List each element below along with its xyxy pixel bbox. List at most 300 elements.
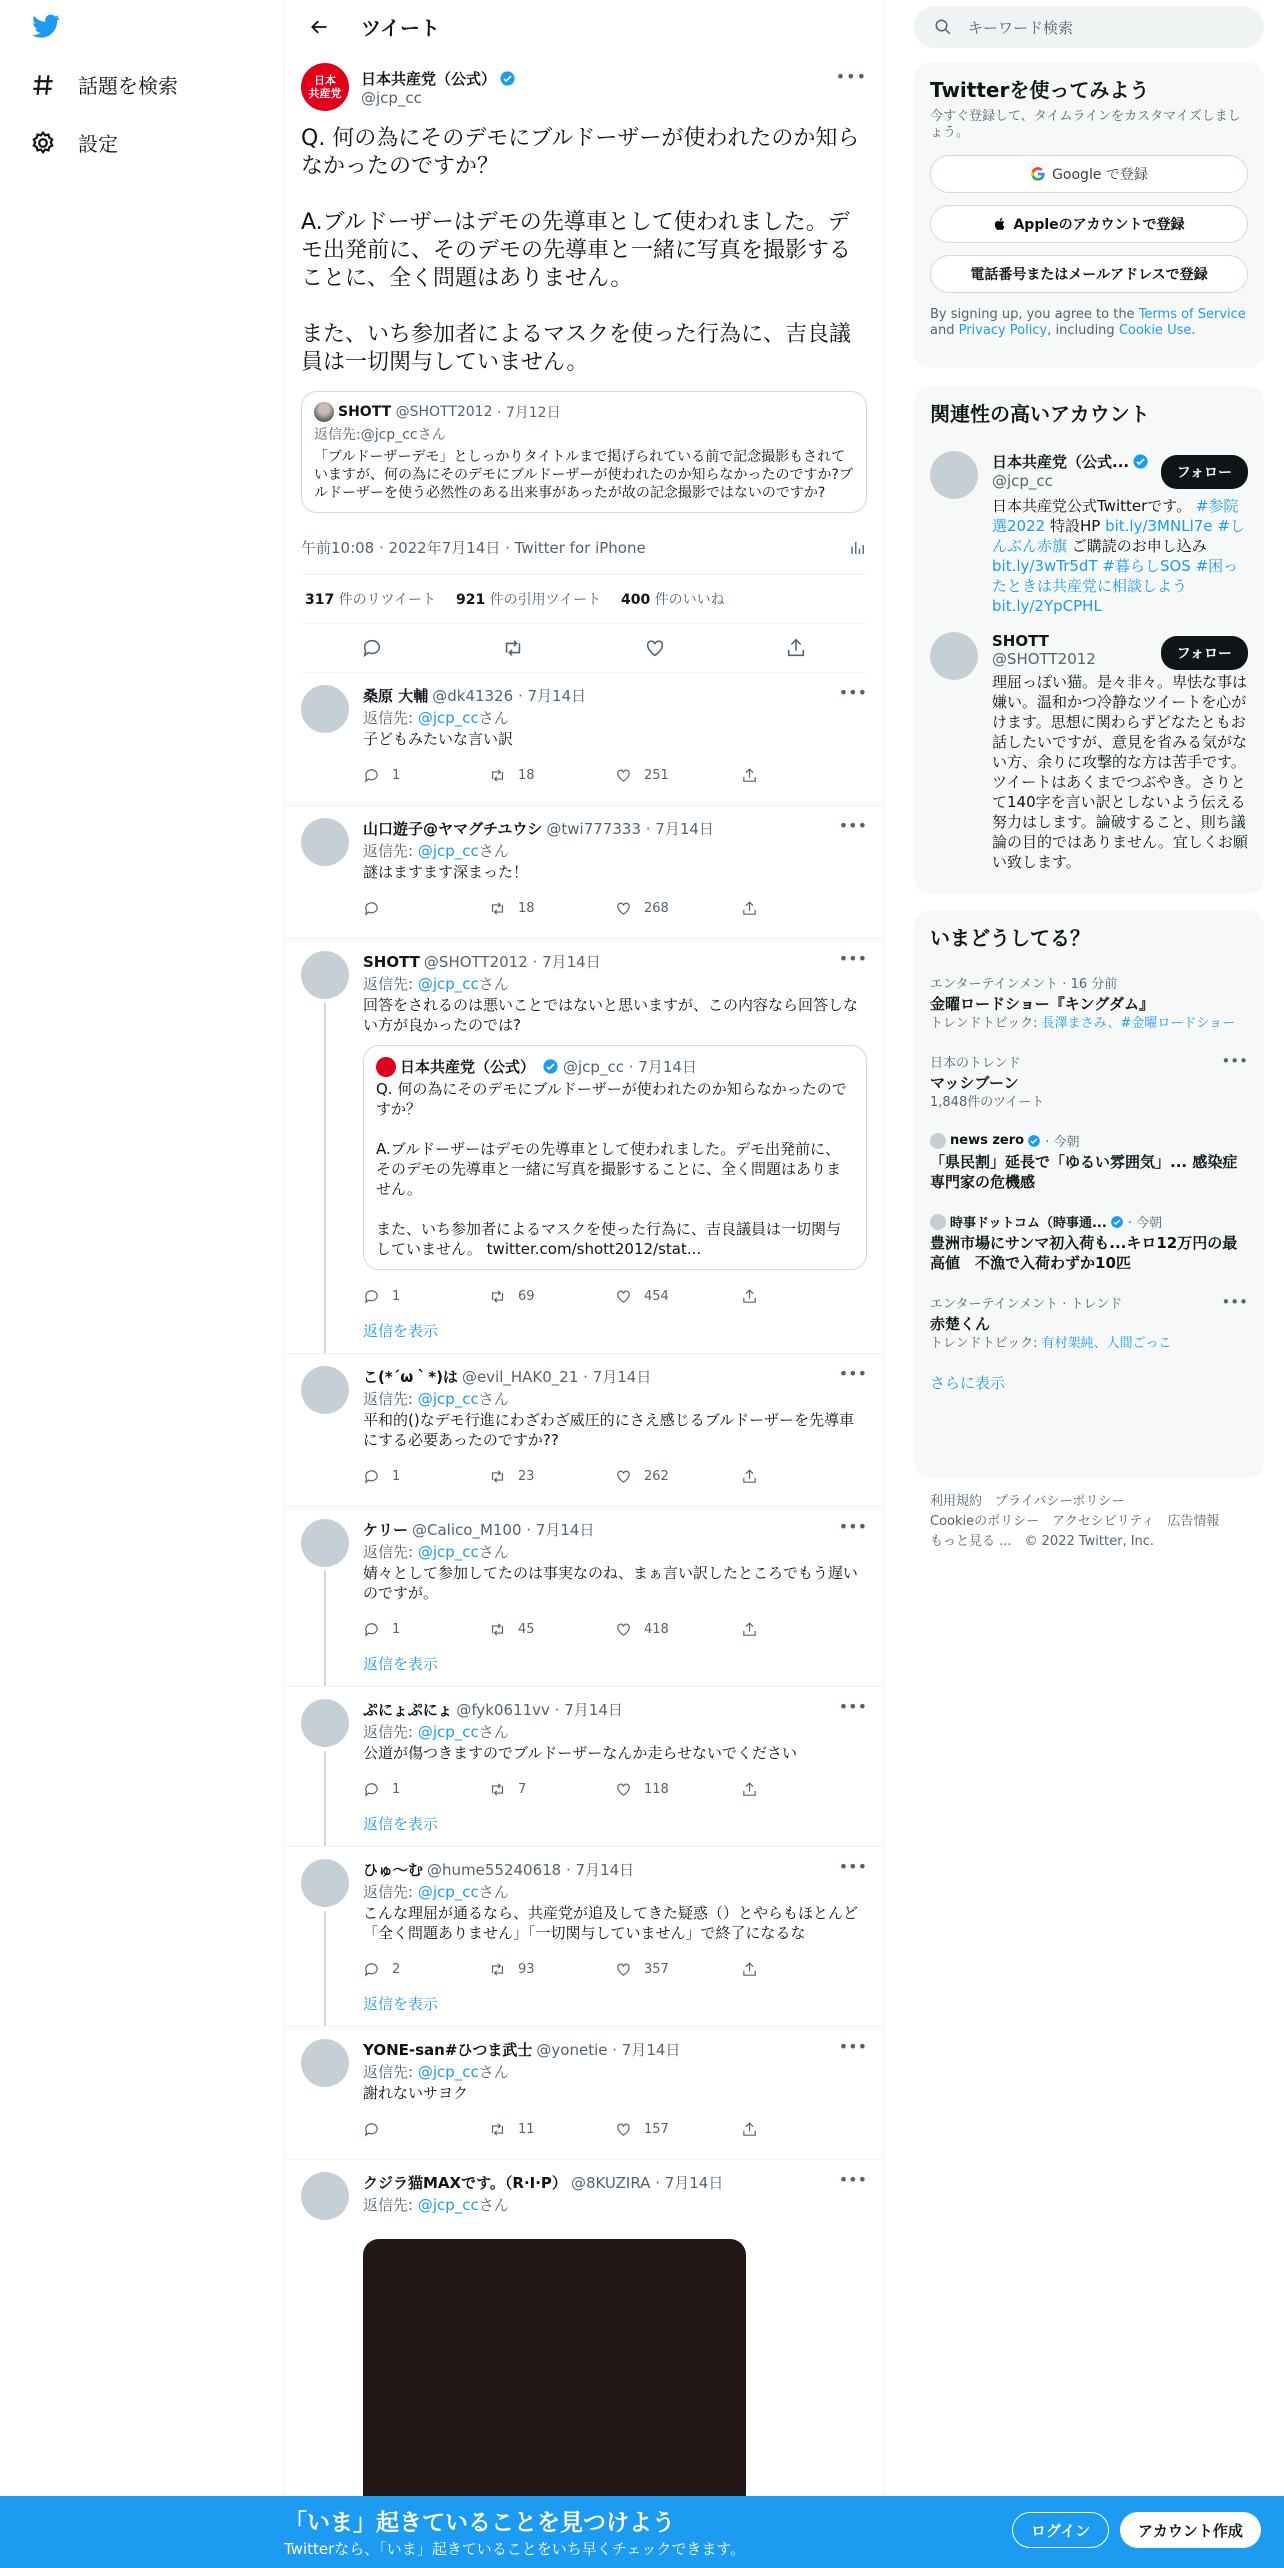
reply-tweet[interactable] xyxy=(285,673,883,806)
retweet-icon xyxy=(489,900,506,917)
reply-to-handle[interactable]: @jcp_cc xyxy=(417,1723,479,1741)
retweet-icon[interactable] xyxy=(502,637,524,659)
more-icon[interactable]: ••• xyxy=(838,1697,867,1716)
quoted-author: 日本共産党（公式） xyxy=(400,1058,536,1076)
news-title: 「県民割」延長で「ゆるい雰囲気」... 感染症専門家の危機感 xyxy=(930,1153,1238,1191)
reply-icon xyxy=(363,1468,380,1485)
share-icon xyxy=(741,1288,758,1305)
reply-actions xyxy=(363,1276,867,1316)
reply-icon xyxy=(363,2121,380,2138)
reply-to-label: 返信先: xyxy=(363,842,418,860)
reply-icon xyxy=(363,1621,380,1638)
reply-handle[interactable]: @dk41326 xyxy=(432,686,514,705)
like-count[interactable]: 400 件のいいね xyxy=(621,592,725,608)
share-button[interactable] xyxy=(741,1781,867,1798)
search-input[interactable] xyxy=(914,6,1264,48)
verified-badge-icon xyxy=(542,1058,559,1075)
reply-tweet[interactable] xyxy=(285,939,883,1354)
reply-handle[interactable]: @8KUZIRA xyxy=(570,2173,651,2192)
reply-text: 回答をされるのは悪いことではないと思いますが、この内容なら回答しない方が良かったのでは? xyxy=(363,996,859,1034)
reply-icon xyxy=(363,900,380,917)
news-title: 豊洲市場にサンマ初入荷も...キロ12万円の最高値 不漁で入荷わずか10匹 xyxy=(930,1234,1238,1272)
url-link[interactable]: bit.ly/3wTr5dT xyxy=(992,557,1098,575)
reply-count: 1 xyxy=(392,767,401,783)
reply-to-label: 返信先: xyxy=(363,1723,418,1741)
signup-card xyxy=(914,62,1264,368)
reply-to-suffix: さん xyxy=(478,842,509,860)
news-item[interactable]: 時事ドットコム（時事通... · 今朝 豊洲市場にサンマ初入荷も...キロ12万円の最高値 不漁で入荷わずか10匹 xyxy=(914,1202,1264,1283)
retweet-button[interactable] xyxy=(489,1621,615,1638)
reply-actions xyxy=(363,1769,867,1809)
reply-actions xyxy=(363,1949,867,1989)
reply-to-suffix: さん xyxy=(478,1883,509,1901)
retweet-count: 93 xyxy=(518,1961,535,1977)
trends-title: いまどうしてる？ xyxy=(930,926,1090,950)
reply-date[interactable]: · 7月14日 xyxy=(532,953,601,971)
reply-actions xyxy=(363,1609,867,1649)
like-icon xyxy=(615,900,632,917)
retweet-button[interactable] xyxy=(489,1468,615,1485)
reply-handle[interactable]: @twi777333 xyxy=(546,819,641,838)
tweet-timestamp[interactable]: 午前10:08 · 2022年7月14日 · Twitter for iPhone xyxy=(301,539,646,557)
trend-category: エンターテインメント · トレンド xyxy=(930,1297,1123,1312)
avatar[interactable] xyxy=(301,1859,349,1907)
reply-to-handle[interactable]: @jcp_cc xyxy=(417,709,479,727)
like-count: 157 xyxy=(644,2121,669,2137)
reply-count: 1 xyxy=(392,1288,401,1304)
reply-handle[interactable]: @hume55240618 xyxy=(427,1860,562,1879)
twitter-logo-icon[interactable] xyxy=(30,12,62,44)
reply-tweet[interactable] xyxy=(285,2027,883,2160)
thread-line xyxy=(324,1571,326,1686)
like-button[interactable] xyxy=(615,1288,741,1305)
like-icon xyxy=(615,767,632,784)
reply-to-handle: @jcp_ccさん xyxy=(360,427,446,443)
reply-handle[interactable]: @SHOTT2012 xyxy=(423,952,528,971)
tweet-stats xyxy=(301,574,867,624)
reply-to-label: 返信先: xyxy=(363,975,418,993)
footer-links xyxy=(930,1492,1250,1552)
reply-icon xyxy=(363,767,380,784)
page-title: ツイート xyxy=(361,16,440,40)
more-icon[interactable]: ••• xyxy=(838,2170,867,2189)
share-button[interactable] xyxy=(741,1961,867,1978)
retweet-count: 18 xyxy=(518,767,535,783)
quoted-handle: @jcp_cc xyxy=(563,1057,624,1076)
retweet-count: 69 xyxy=(518,1288,535,1304)
show-replies-link[interactable]: 返信を表示 xyxy=(363,1995,439,2013)
trend-title: 赤楚くん xyxy=(930,1315,991,1333)
google-icon xyxy=(1030,166,1046,182)
gear-icon xyxy=(30,130,56,156)
url-link[interactable]: bit.ly/2YpCPHL xyxy=(992,597,1102,615)
reply-date[interactable]: · 7月14日 xyxy=(566,1861,635,1879)
more-icon[interactable]: ••• xyxy=(838,2037,867,2056)
more-icon[interactable]: ••• xyxy=(838,949,867,968)
show-replies-link[interactable]: 返信を表示 xyxy=(363,1655,439,1673)
reply-count: 1 xyxy=(392,1781,401,1797)
trend-item[interactable] xyxy=(914,1042,1264,1121)
like-icon xyxy=(615,1468,632,1485)
like-count: 268 xyxy=(644,900,669,916)
reply-date[interactable]: · 7月14日 xyxy=(645,820,714,838)
retweet-icon xyxy=(489,1468,506,1485)
trend-item[interactable]: エンターテインメント · 16 分前 金曜ロードショー『キングダム』 トレンドトピック: 長澤まさみ、#金曜ロードショー xyxy=(914,963,1264,1042)
account-name: 日本共産党（公式... xyxy=(992,453,1130,471)
nav-settings[interactable] xyxy=(30,128,118,157)
retweet-count: 45 xyxy=(518,1621,535,1637)
reply-button[interactable] xyxy=(363,1468,489,1485)
reply-icon[interactable] xyxy=(361,637,383,659)
reply-button[interactable] xyxy=(363,1781,489,1798)
account-item[interactable] xyxy=(914,616,1264,872)
trend-title: マッシブーン xyxy=(930,1074,1019,1092)
reply-to-suffix: さん xyxy=(478,2196,509,2214)
trend-category: エンターテインメント · 16 分前 xyxy=(930,977,1118,992)
reply-date[interactable]: · 7月14日 xyxy=(554,1701,623,1719)
reply-handle[interactable]: @yonetie xyxy=(536,2040,608,2059)
reply-button[interactable] xyxy=(363,900,489,917)
reply-date[interactable]: · 7月14日 xyxy=(655,2174,724,2192)
quoted-text: 「ブルドーザーデモ」としっかりタイトルまで掲げられている前で記念撮影もされていますが、何の為にそのデモにブルドーザーが使われたのか知らなかったのですか?ブルドーザーを使う必然性のある出来事があったが故の記念撮影ではないのですか? xyxy=(314,449,853,501)
cookie-link[interactable]: Cookie Use xyxy=(1118,323,1192,338)
retweet-icon xyxy=(489,1288,506,1305)
reply-to-label: 返信先: xyxy=(363,1390,418,1408)
quoted-tweet[interactable] xyxy=(301,391,867,513)
avatar[interactable] xyxy=(301,2039,349,2087)
avatar[interactable] xyxy=(301,1519,349,1567)
apple-icon xyxy=(993,216,1007,232)
reply-to-suffix: さん xyxy=(478,1390,509,1408)
reply-text: 謎はますます深まった！ xyxy=(363,863,529,881)
nav-settings-label: 設定 xyxy=(78,132,118,156)
url-link[interactable]: bit.ly/3MNLl7e xyxy=(1105,517,1213,535)
hashtag-icon xyxy=(30,72,56,98)
apple-signup-button[interactable] xyxy=(930,205,1248,243)
share-icon xyxy=(741,900,758,917)
reply-date[interactable]: · 7月14日 xyxy=(517,687,587,705)
like-icon xyxy=(615,2121,632,2138)
reply-button[interactable] xyxy=(363,2121,489,2138)
account-handle: @SHOTT2012 xyxy=(992,650,1096,668)
reply-author[interactable]: SHOTT xyxy=(363,952,420,971)
more-icon[interactable]: ••• xyxy=(835,67,867,86)
avatar[interactable] xyxy=(301,685,349,733)
like-count: 118 xyxy=(644,1781,669,1797)
share-button[interactable] xyxy=(741,1468,867,1485)
like-count: 357 xyxy=(644,1961,669,1977)
reply-author[interactable]: こ(*´ω｀*)は xyxy=(363,1368,458,1386)
reply-button[interactable] xyxy=(363,1621,489,1638)
avatar[interactable] xyxy=(301,951,349,999)
reply-text: 謝れないサヨク xyxy=(363,2084,469,2102)
like-button[interactable] xyxy=(615,1468,741,1485)
main-tweet-text: Q. 何の為にそのデモにブルドーザーが使われたのか知らなかったのですか？ A.ブルドーザーはデモの先導車として使われました。デモ出発前に、そのデモの先導車と一緒に写真を撮影することに、全く問題はありません。 また、いち参加者によるマスクを使った行為に、吉良議員は一切関与していません。 xyxy=(301,126,860,375)
retweet-icon xyxy=(489,1781,506,1798)
reply-to-handle[interactable]: @jcp_cc xyxy=(417,1390,479,1408)
reply-to-suffix: さん xyxy=(478,1723,509,1741)
retweet-count: 18 xyxy=(518,900,535,916)
reply-author[interactable]: ぷにょぷにょ xyxy=(363,1701,453,1719)
share-button[interactable] xyxy=(741,767,867,784)
bottom-title: 「いま」起きていることを見つけよう xyxy=(284,2510,675,2536)
like-button[interactable] xyxy=(615,1621,741,1638)
relevant-accounts-card xyxy=(914,386,1264,894)
share-button[interactable] xyxy=(741,1288,867,1305)
phone-signup-button[interactable] xyxy=(930,255,1248,293)
share-icon[interactable] xyxy=(785,637,807,659)
reply-to-handle[interactable]: @jcp_cc xyxy=(417,2196,479,2214)
reply-button[interactable] xyxy=(363,1288,489,1305)
reply-to-handle[interactable]: @jcp_cc xyxy=(417,842,479,860)
reply-to-label: 返信先: xyxy=(314,427,361,443)
reply-handle[interactable]: @evil_HAK0_21 xyxy=(461,1367,579,1386)
signup-legal: By signing up, you agree to the Terms of Service and Privacy Policy, including Cookie Use. xyxy=(930,307,1246,338)
like-button[interactable] xyxy=(615,2121,741,2138)
reply-button[interactable] xyxy=(363,767,489,784)
show-replies-link[interactable]: 返信を表示 xyxy=(363,1322,439,1340)
privacy-link[interactable]: Privacy Policy xyxy=(958,323,1048,338)
retweet-button[interactable] xyxy=(489,767,615,784)
verified-badge-icon xyxy=(1110,1215,1124,1229)
quoted-handle: @SHOTT2012 xyxy=(395,404,493,420)
reply-text: こんな理屈が通るなら、共産党が追及してきた疑惑（）とやらもほとんど「全く問題ありません」「一切関与していません」で終了になるな xyxy=(363,1904,859,1942)
like-count: 418 xyxy=(644,1621,669,1637)
retweet-button[interactable] xyxy=(489,1781,615,1798)
reply-to-suffix: さん xyxy=(478,975,509,993)
reply-icon xyxy=(363,1288,380,1305)
footer-line[interactable]: もっと見る ... © 2022 Twitter, Inc. xyxy=(930,1534,1155,1549)
more-icon[interactable]: ••• xyxy=(838,1364,867,1383)
quoted-author: SHOTT xyxy=(338,404,392,420)
reply-author[interactable]: ケリー xyxy=(363,1521,409,1539)
quoted-date: · 7月12日 xyxy=(496,405,561,421)
reply-to-handle[interactable]: @jcp_cc xyxy=(417,1883,479,1901)
reply-date[interactable]: · 7月14日 xyxy=(526,1521,595,1539)
verified-badge-icon xyxy=(499,70,516,87)
reply-author[interactable]: クジラ猫MAXです。（R·I·P） xyxy=(363,2174,567,2192)
show-replies-link[interactable]: 返信を表示 xyxy=(363,1815,439,1833)
avatar xyxy=(376,1057,396,1077)
reply-to-label: 返信先: xyxy=(363,1543,418,1561)
verified-badge-icon xyxy=(1027,1134,1041,1148)
retweet-button[interactable] xyxy=(489,1288,615,1305)
like-count: 454 xyxy=(644,1288,669,1304)
reply-to-handle[interactable]: @jcp_cc xyxy=(417,2063,479,2081)
reply-count: 1 xyxy=(392,1468,401,1484)
reply-date[interactable]: · 7月14日 xyxy=(583,1368,652,1386)
like-button[interactable] xyxy=(615,1781,741,1798)
google-signup-button[interactable] xyxy=(930,155,1248,193)
reply-author[interactable]: YONE-san#ひつま武士 xyxy=(363,2041,533,2059)
retweet-icon xyxy=(489,767,506,784)
footer-line[interactable]: Cookieのポリシー アクセシビリティ 広告情報 xyxy=(930,1514,1220,1529)
hashtag-link[interactable]: #暮らしSOS xyxy=(1102,557,1191,575)
hashtag-link[interactable]: #しんぶん赤旗 xyxy=(992,517,1245,555)
like-count: 262 xyxy=(644,1468,669,1484)
reply-button[interactable] xyxy=(363,1961,489,1978)
nav-explore[interactable] xyxy=(30,70,178,99)
search-placeholder: キーワード検索 xyxy=(968,18,1074,37)
reply-text: 公道が傷つきますのでブルドーザーなんか走らせないでください xyxy=(363,1744,797,1762)
avatar-text: 共産党 xyxy=(308,87,342,100)
reply-actions xyxy=(363,1456,867,1496)
like-button[interactable] xyxy=(615,767,741,784)
phone-signup-label: 電話番号またはメールアドレスで登録 xyxy=(970,267,1208,283)
like-icon[interactable] xyxy=(644,637,666,659)
main-column xyxy=(284,0,884,2568)
quoted-date: · 7月14日 xyxy=(628,1058,697,1076)
reply-tweet[interactable] xyxy=(285,1354,883,1507)
reply-handle[interactable]: @Calico_M100 xyxy=(412,1520,522,1539)
reply-to-handle[interactable]: @jcp_cc xyxy=(417,1543,479,1561)
quoted-text: Q. 何の為にそのデモにブルドーザーが使われたのか知らなかったのですか？ A.ブルドーザーはデモの先導車として使われました。デモ出発前に、そのデモの先導車と一緒に写真を撮影することに、全く問題はありません。 また、いち参加者によるマスクを使った行為に、吉良議員は一切関与していません。 twitter.com/shott2012/stat... xyxy=(376,1080,847,1258)
avatar-text: 日本 xyxy=(314,74,336,87)
share-icon xyxy=(741,1961,758,1978)
thread-line xyxy=(324,1003,326,1353)
follow-button[interactable]: フォロー xyxy=(1161,455,1248,489)
trend-topic-link[interactable]: 有村架純、人間ごっこ xyxy=(1041,1336,1172,1351)
share-button[interactable] xyxy=(741,1621,867,1638)
retweet-button[interactable] xyxy=(489,900,615,917)
footer-line[interactable]: 利用規約 プライバシーポリシー xyxy=(930,1494,1125,1509)
show-more-link[interactable]: さらに表示 xyxy=(930,1374,1006,1392)
avatar xyxy=(930,451,978,499)
back-arrow-icon[interactable] xyxy=(301,9,337,45)
bottom-subtitle: Twitterなら、「いま」起きていることをいち早くチェックできます。 xyxy=(284,2540,746,2558)
tweet-actions xyxy=(301,624,867,673)
more-icon[interactable]: ••• xyxy=(1221,1052,1248,1070)
relevant-title: 関連性の高いアカウント xyxy=(930,402,1150,426)
nav-explore-label: 話題を検索 xyxy=(78,74,178,98)
reply-author[interactable]: 山口遊子@ヤマグチユウシ xyxy=(363,820,543,838)
more-icon[interactable]: ••• xyxy=(838,1517,867,1536)
reply-icon xyxy=(363,1781,380,1798)
avatar[interactable] xyxy=(301,818,349,866)
retweet-count: 11 xyxy=(518,2121,535,2137)
reply-count: 2 xyxy=(392,1961,401,1977)
like-icon xyxy=(615,1961,632,1978)
reply-list xyxy=(285,673,883,2568)
reply-icon xyxy=(363,1961,380,1978)
avatar[interactable] xyxy=(301,1699,349,1747)
reply-author[interactable]: 桑原 大輔 xyxy=(363,687,429,705)
retweet-button[interactable] xyxy=(489,2121,615,2138)
reply-tweet[interactable] xyxy=(285,1847,883,2027)
share-icon xyxy=(741,1468,758,1485)
trend-category: 日本のトレンド xyxy=(930,1056,1021,1071)
retweet-count: 7 xyxy=(518,1781,527,1797)
hashtag-link[interactable]: #参院選2022 xyxy=(992,497,1239,535)
share-icon xyxy=(741,767,758,784)
more-icon[interactable]: ••• xyxy=(838,816,867,835)
signup-title: Twitterを使ってみよう xyxy=(930,78,1150,102)
tos-link[interactable]: Terms of Service xyxy=(1138,307,1246,322)
retweet-count[interactable]: 317 件のリツイート xyxy=(305,592,436,608)
avatar xyxy=(930,1133,946,1149)
reply-to-label: 返信先: xyxy=(363,2196,418,2214)
avatar[interactable] xyxy=(301,2172,349,2220)
reply-tweet[interactable] xyxy=(285,1687,883,1847)
account-bio: 日本共産党公式Twitterです。 #参院選2022 特設HP bit.ly/3MNLl7e #しんぶん赤旗 ご購読のお申し込み bit.ly/3wTr5dT #暮らしSOS #困ったときは共産党に相談しよう bit.ly/2YpCPHL xyxy=(992,497,1245,615)
follow-button[interactable]: フォロー xyxy=(1161,636,1248,670)
reply-actions xyxy=(363,755,867,795)
reply-to-suffix: さん xyxy=(478,2063,509,2081)
hashtag-link[interactable]: #困ったときは共産党に相談しよう xyxy=(992,557,1239,595)
reply-handle[interactable]: @fyk0611vv xyxy=(456,1700,550,1719)
avatar[interactable] xyxy=(301,63,349,111)
trend-item[interactable]: エンターテインメント · トレンド 赤楚くん トレンドトピック: 有村架純、人間ごっこ ••• xyxy=(930,1293,1248,1351)
author-handle[interactable]: @jcp_cc xyxy=(361,88,422,107)
share-button[interactable] xyxy=(741,900,867,917)
google-signup-label: Google で登録 xyxy=(1052,167,1148,183)
reply-to-label: 返信先: xyxy=(363,1883,418,1901)
signup-subtitle: 今すぐ登録して、タイムラインをカスタマイズしましょう。 xyxy=(930,109,1241,140)
reply-text: 平和的()なデモ行進にわざわざ威圧的にさえ感じるブルドーザーを先導車にする必要あったのですか?? xyxy=(363,1411,855,1449)
main-tweet xyxy=(285,53,883,558)
author-name[interactable]: 日本共産党（公式） xyxy=(361,69,497,88)
main-tweet-author xyxy=(301,63,867,111)
avatar xyxy=(314,402,334,422)
share-icon xyxy=(741,2121,758,2138)
retweet-count: 23 xyxy=(518,1468,535,1484)
account-bio: 理屈っぽい猫。是々非々。卑怯な事は嫌い。温和かつ冷静なツイートを心がけます。思想に関わらずどなたともお話したいですが、意見を省みる気がない方、余りに攻撃的な方は苦手です。ツイートはあくまでつぶやき。さりとて140字を言い訳としないよう伝える努力はします。論破すること、則ち議論の目的ではありません。宜しくお願い致します。 xyxy=(992,673,1248,871)
account-item[interactable] xyxy=(914,439,1264,616)
like-button[interactable] xyxy=(615,900,741,917)
trend-topic-link[interactable]: 長澤まさみ、#金曜ロードショー xyxy=(1041,1016,1236,1031)
account-name: SHOTT xyxy=(992,632,1049,650)
reply-to-handle[interactable]: @jcp_cc xyxy=(417,975,479,993)
share-icon xyxy=(741,1781,758,1798)
reply-date[interactable]: · 7月14日 xyxy=(612,2041,681,2059)
more-icon[interactable]: ••• xyxy=(838,683,867,702)
apple-signup-label: Appleのアカウントで登録 xyxy=(1013,217,1185,233)
more-icon[interactable]: ••• xyxy=(838,1857,867,1876)
share-button[interactable] xyxy=(741,2121,867,2138)
signup-button[interactable]: アカウント作成 xyxy=(1120,2512,1261,2548)
like-button[interactable] xyxy=(615,1961,741,1978)
reply-to-label: 返信先: xyxy=(363,709,418,727)
quote-count[interactable]: 921 件の引用ツイート xyxy=(456,592,601,608)
like-icon xyxy=(615,1288,632,1305)
more-icon[interactable]: ••• xyxy=(1221,1293,1248,1311)
reply-actions xyxy=(363,888,867,928)
trend-count: 1,848件のツイート xyxy=(930,1095,1045,1110)
bottom-signup-bar xyxy=(0,2496,1284,2568)
left-nav xyxy=(0,0,284,2568)
retweet-button[interactable] xyxy=(489,1961,615,1978)
quoted-tweet[interactable] xyxy=(363,1045,867,1270)
reply-to-suffix: さん xyxy=(478,709,509,727)
trend-title: 金曜ロードショー『キングダム』 xyxy=(930,995,1154,1013)
like-icon xyxy=(615,1781,632,1798)
trends-card xyxy=(914,910,1264,1478)
login-button[interactable]: ログイン xyxy=(1012,2512,1109,2548)
avatar xyxy=(930,1214,946,1230)
reply-tweet[interactable] xyxy=(285,1507,883,1687)
reply-tweet[interactable] xyxy=(285,806,883,939)
reply-text: 子どもみたいな言い訳 xyxy=(363,730,514,748)
analytics-icon[interactable] xyxy=(849,539,867,557)
reply-count: 1 xyxy=(392,1621,401,1637)
like-count: 251 xyxy=(644,767,669,783)
avatar xyxy=(930,632,978,680)
reply-author[interactable]: ひゅ～む xyxy=(363,1861,424,1879)
news-item[interactable]: news zero · 今朝 「県民割」延長で「ゆるい雰囲気」... 感染症専門家の危機感 xyxy=(914,1121,1264,1202)
avatar[interactable] xyxy=(301,1366,349,1414)
thread-line xyxy=(324,1911,326,2026)
page-header xyxy=(285,0,883,53)
